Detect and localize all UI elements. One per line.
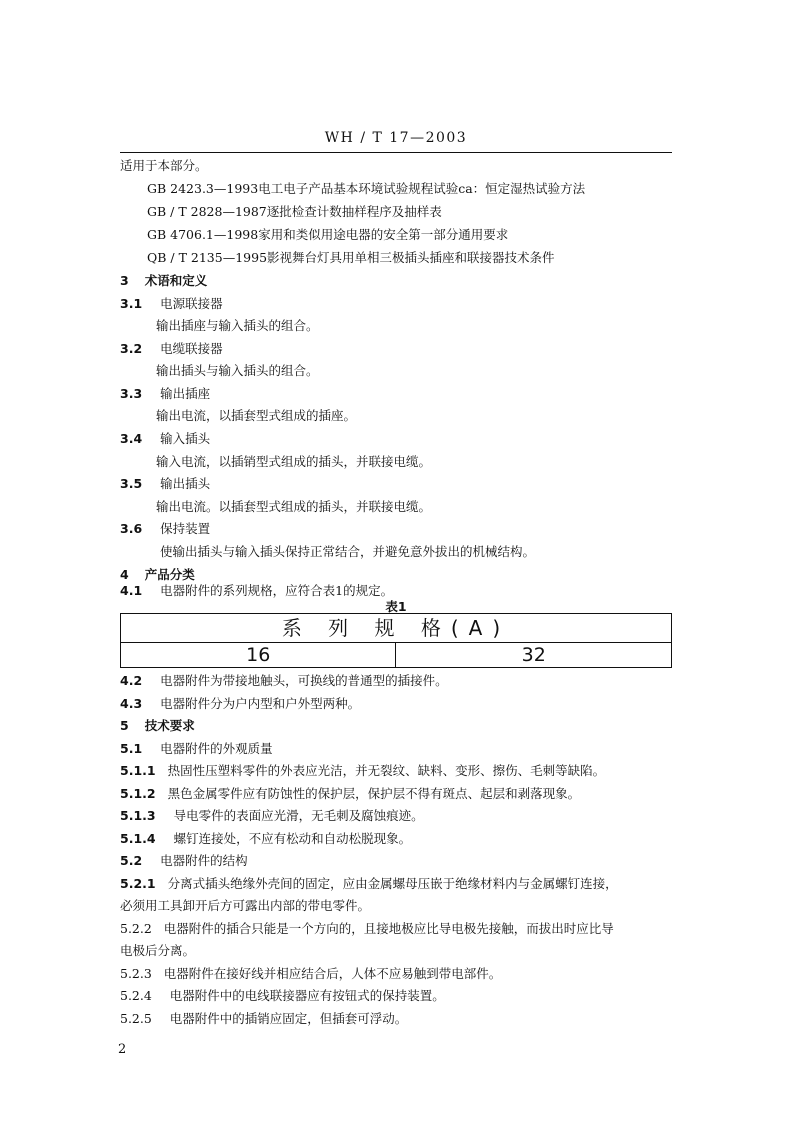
section-number: 5 (120, 718, 129, 733)
clause-text: 热固性压塑料零件的外表应光洁，并无裂纹、缺料、变形、擦伤、毛刺等缺陷。 (167, 763, 606, 778)
series-spec-table (120, 613, 672, 668)
term-definition: 输出插座与输入插头的组合。 (156, 318, 319, 333)
term-title: 保持装置 (160, 521, 211, 536)
table-cell: 32 (396, 643, 672, 668)
section-number: 3.4 (120, 431, 143, 446)
section-number: 3 (120, 273, 129, 288)
section-number: 4.1 (120, 583, 143, 598)
clause-4-3 (120, 696, 360, 712)
term-title: 电缆联接器 (160, 341, 223, 356)
text-line: 适用于本部分。 (120, 158, 208, 173)
clause-5-1 (120, 741, 273, 757)
page-header: WH / T 17—2003 (120, 130, 672, 153)
term-title: 输入插头 (160, 431, 211, 446)
term-3-5 (120, 476, 210, 492)
reference-qb2135: QB / T 2135—1995影视舞台灯具用单相三极插头插座和联接器技术条件 (147, 250, 555, 265)
section-number: 5.1 (120, 741, 143, 756)
clause-text: 黑色金属零件应有防蚀性的保护层，保护层不得有斑点、起层和剥落现象。 (167, 786, 581, 801)
section-number: 5.1.4 (120, 831, 156, 846)
clause-5-1-3 (120, 808, 424, 824)
clause-text: 电器附件的外观质量 (160, 741, 273, 756)
section-4-heading (120, 567, 195, 583)
term-3-1 (120, 296, 223, 312)
section-5-heading (120, 718, 195, 734)
clause-5-1-4 (120, 831, 411, 847)
clause-5-2 (120, 853, 248, 869)
clause-text: 电器附件的插合只能是一个方向的，且接地极应比导电极先接触，而拔出时应比导 (163, 921, 614, 936)
term-definition: 输入电流，以插销型式组成的插头，并联接电缆。 (156, 454, 432, 469)
term-definition: 输出插头与输入插头的组合。 (156, 363, 319, 378)
section-number: 5.2.4 (120, 988, 152, 1003)
term-3-4 (120, 431, 210, 447)
term-title: 输出插头 (160, 476, 211, 491)
table-cell: 16 (121, 643, 396, 668)
section-number: 5.2.2 (120, 921, 152, 936)
term-definition: 输出电流，以插套型式组成的插座。 (156, 408, 357, 423)
section-title: 技术要求 (144, 718, 195, 733)
reference-gb4706: GB 4706.1—1998家用和类似用途电器的安全第一部分通用要求 (147, 227, 509, 242)
clause-text: 电器附件的系列规格，应符合表1的规定。 (160, 583, 394, 598)
clause-text: 电器附件的结构 (160, 853, 248, 868)
clause-5-2-2 (120, 921, 614, 937)
clause-continuation: 必须用工具卸开后方可露出内部的带电零件。 (120, 898, 371, 913)
term-definition: 使输出插头与输入插头保持正常结合，并避免意外拔出的机械结构。 (160, 544, 536, 559)
clause-text: 导电零件的表面应光滑，无毛刺及腐蚀痕迹。 (173, 808, 424, 823)
term-3-6 (120, 521, 210, 537)
section-number: 3.3 (120, 386, 143, 401)
section-number: 3.5 (120, 476, 143, 491)
term-3-2 (120, 341, 223, 357)
clause-text: 电器附件分为户内型和户外型两种。 (160, 696, 361, 711)
section-number: 5.2 (120, 853, 143, 868)
table-header: 系 列 规 格(A) (121, 614, 672, 643)
section-title: 产品分类 (144, 567, 195, 582)
section-number: 5.2.1 (120, 876, 156, 891)
clause-5-1-1 (120, 763, 605, 779)
clause-text: 电器附件中的电线联接器应有按钮式的保持装置。 (169, 988, 445, 1003)
section-number: 5.2.5 (120, 1011, 152, 1026)
section-number: 5.1.2 (120, 786, 156, 801)
clause-text: 螺钉连接处，不应有松动和自动松脱现象。 (173, 831, 412, 846)
clause-4-2 (120, 673, 448, 689)
section-number: 5.1.1 (120, 763, 156, 778)
clause-5-2-3 (120, 966, 501, 982)
section-number: 3.1 (120, 296, 143, 311)
clause-text: 电器附件中的插销应固定，但插套可浮动。 (169, 1011, 408, 1026)
section-number: 4.2 (120, 673, 143, 688)
term-title: 电源联接器 (160, 296, 223, 311)
section-number: 5.1.3 (120, 808, 156, 823)
section-number: 4 (120, 567, 129, 582)
clause-text: 电器附件为带接地触头，可换线的普通型的插接件。 (160, 673, 448, 688)
term-3-3 (120, 386, 210, 402)
clause-text: 电器附件在接好线并相应结合后，人体不应易触到带电部件。 (163, 966, 502, 981)
clause-text: 分离式插头绝缘外壳间的固定，应由金属螺母压嵌于绝缘材料内与金属螺钉连接， (167, 876, 618, 891)
clause-5-2-4 (120, 988, 445, 1004)
clause-5-2-1 (120, 876, 618, 892)
term-title: 输出插座 (160, 386, 211, 401)
term-definition: 输出电流。以插套型式组成的插头，并联接电缆。 (156, 499, 432, 514)
reference-gb2828: GB / T 2828—1987逐批检查计数抽样程序及抽样表 (147, 204, 442, 219)
section-number: 5.2.3 (120, 966, 152, 981)
table-caption: 表1 (385, 599, 407, 614)
clause-continuation: 电极后分离。 (120, 943, 196, 958)
clause-5-1-2 (120, 786, 580, 802)
clause-5-2-5 (120, 1011, 407, 1027)
section-title: 术语和定义 (144, 273, 208, 288)
section-number: 4.3 (120, 696, 143, 711)
section-number: 3.2 (120, 341, 143, 356)
page-number: 2 (118, 1042, 127, 1057)
reference-gb2423: GB 2423.3—1993电工电子产品基本环境试验规程试验ca：恒定湿热试验方法 (147, 181, 586, 196)
section-3-heading (120, 273, 207, 289)
section-number: 3.6 (120, 521, 143, 536)
